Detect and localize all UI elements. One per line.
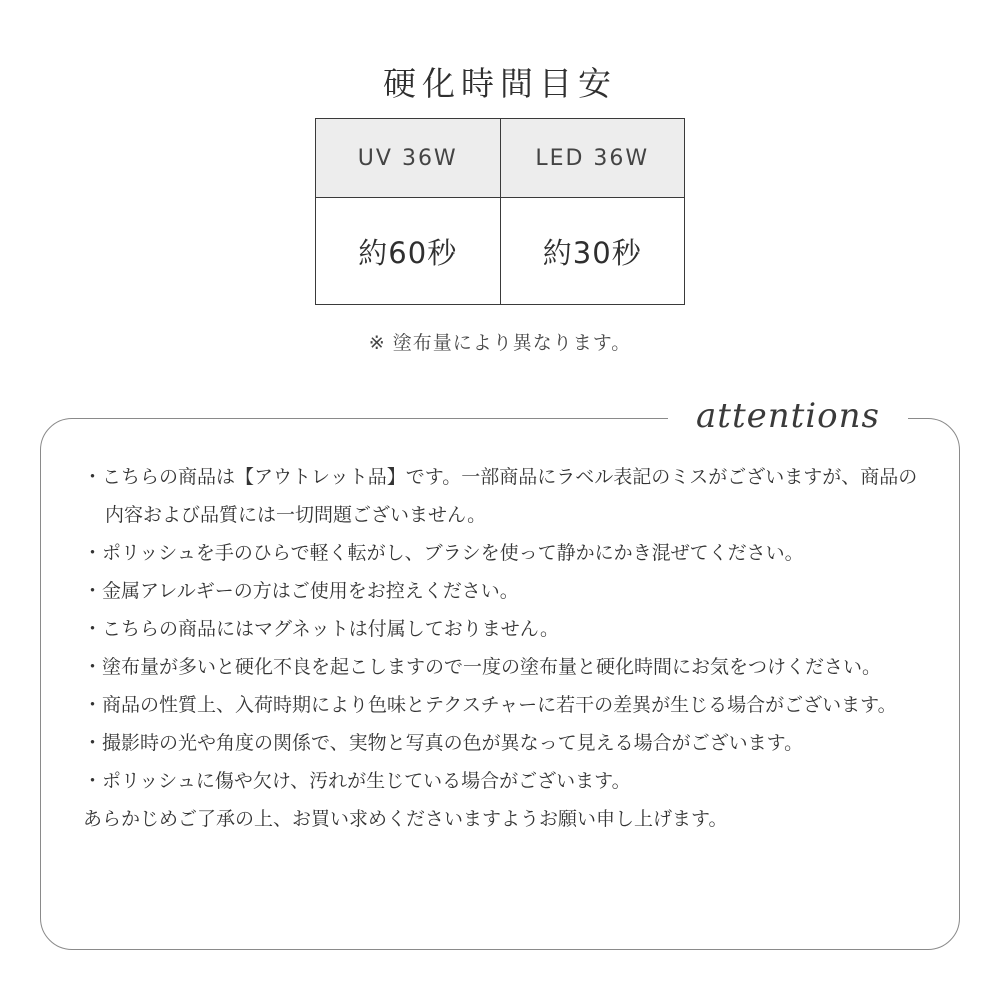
amount-note: ※ 塗布量により異なります。	[368, 332, 632, 354]
attentions-list	[83, 458, 933, 838]
attentions-heading: attentions	[668, 386, 908, 446]
uv-header: UV 36W	[316, 119, 501, 198]
uv-cure-time: 約60秒	[316, 198, 501, 305]
attention-item-outlet: ・こちらの商品は【アウトレット品】です。一部商品にラベル表記のミスがございますが、商品の内容および品質には一切問題ございません。	[83, 466, 918, 526]
attention-item-magnet: ・こちらの商品にはマグネットは付属しておりません。	[83, 618, 559, 640]
table-row	[316, 198, 685, 305]
attention-item-mixing: ・ポリッシュを手のひらで軽く転がし、ブラシを使って静かにかき混ぜてください。	[83, 542, 804, 564]
attention-item-photo: ・撮影時の光や角度の関係で、実物と写真の色が異なって見える場合がございます。	[83, 732, 804, 754]
led-header: LED 36W	[500, 119, 685, 198]
attention-closing: あらかじめご了承の上、お買い求めくださいますようお願い申し上げます。	[83, 808, 728, 830]
attention-item-allergy: ・金属アレルギーの方はご使用をお控えください。	[83, 580, 519, 602]
led-cure-time: 約30秒	[500, 198, 685, 305]
attention-item-damage: ・ポリッシュに傷や欠け、汚れが生じている場合がございます。	[83, 770, 631, 792]
curing-time-table	[315, 118, 685, 305]
table-header-row	[316, 119, 685, 198]
attention-item-color-variance: ・商品の性質上、入荷時期により色味とテクスチャーに若干の差異が生じる場合がございます。	[83, 694, 897, 716]
attention-item-curing: ・塗布量が多いと硬化不良を起こしますので一度の塗布量と硬化時間にお気をつけください。	[83, 656, 882, 678]
page-title: 硬化時間目安	[383, 64, 617, 103]
